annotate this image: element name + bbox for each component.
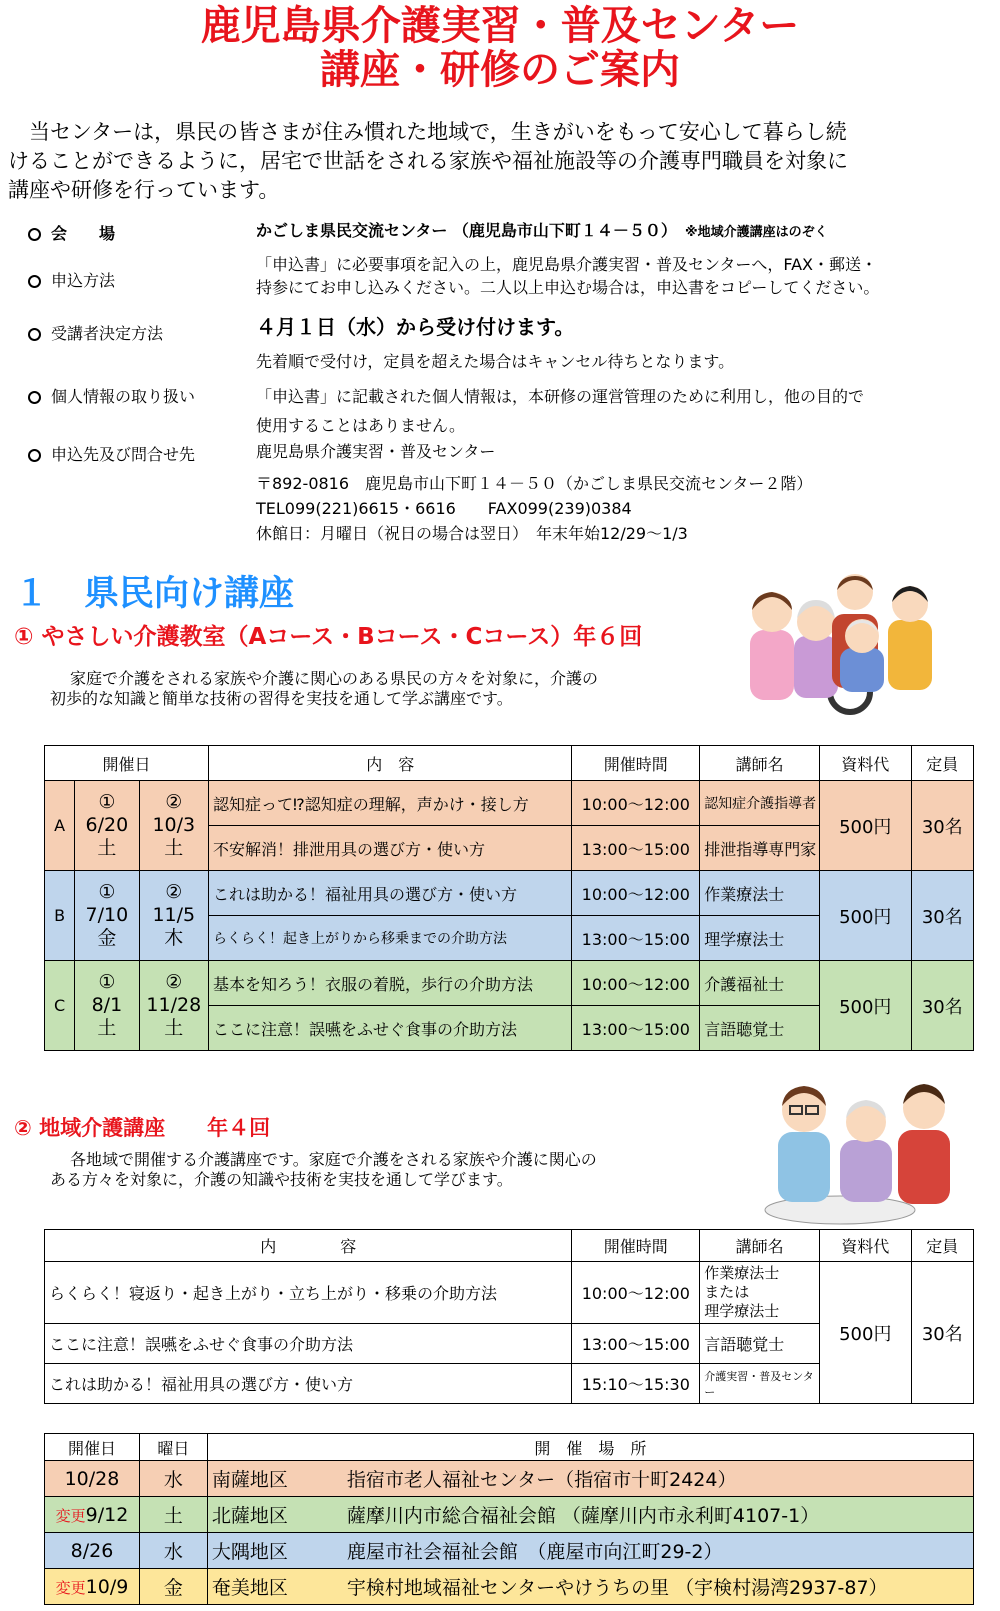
table-row [45,1262,974,1324]
apply-value: 「申込書」に必要事項を記入の上，鹿児島県介護実習・普及センターへ，FAX・郵送・ 持参にてお申し込みください。二人以上申込む場合は，申込書をコピーしてください。 [256,255,880,297]
course-time: 13:00～15:00 [572,826,700,871]
contact-name: 鹿児島県介護実習・普及センター [256,442,496,461]
course-date-1: ① 7/10 金 [75,871,139,961]
contact-address: 〒892-0816 鹿児島市山下町１４－５０（かごしま県民交流センター２階） [256,474,813,493]
venue-note: ※地域介護講座はのぞく [684,225,828,240]
course-code: C [45,961,75,1051]
course-capacity: 30名 [911,781,973,871]
course-code: B [45,871,75,961]
intro-text [8,118,993,205]
course-time: 10:00～12:00 [572,961,700,1006]
course-fee: 500円 [819,1262,911,1404]
header-day: 曜日 [139,1434,207,1461]
course-content: これは助かる！福祉用具の選び方・使い方 [209,871,572,916]
table-row [45,1533,974,1569]
header-capacity: 定員 [911,746,973,781]
table-row [45,1569,974,1605]
course-content: 不安解消！排泄用具の選び方・使い方 [209,826,572,871]
decide-main: ４月１日（水）から受け付けます。 [256,315,575,339]
event-day: 水 [139,1461,207,1497]
event-place: 大隅地区 鹿屋市社会福祉会館 （鹿屋市向江町29-2） [207,1533,973,1569]
caregiving-family-illustration [720,570,960,715]
course-c-row1 [45,961,974,1006]
course-date-1: ① 8/1 土 [75,961,139,1051]
header-date: 開催日 [45,1434,140,1461]
header-time: 開催時間 [572,1230,700,1262]
course-fee: 500円 [819,871,911,961]
privacy-value: 「申込書」に記載された個人情報は，本研修の運営管理のために利用し，他の目的で 使用することはありません。 [256,387,865,435]
course-capacity: 30名 [911,961,973,1051]
course-teacher: 認知症介護指導者 [700,781,820,826]
event-day: 土 [139,1497,207,1533]
event-place: 北薩地区 薩摩川内市総合福祉会館 （薩摩川内市永利町4107-1） [207,1497,973,1533]
intro-line-2: けることができるように，居宅で世話をされる家族や福祉施設等の介護専門職員を対象に [8,149,848,173]
course-time: 10:00～12:00 [572,1262,700,1324]
contact-label: 申込先及び問合せ先 [28,442,195,465]
course-content: らくらく！寝返り・起き上がり・立ち上がり・移乗の介助方法 [45,1262,572,1324]
course-teacher: 言語聴覚士 [700,1324,820,1364]
header-content: 内 容 [209,746,572,781]
course-content: ここに注意！誤嚥をふせぐ食事の介助方法 [209,1006,572,1051]
header-teacher: 講師名 [700,746,820,781]
course1-table [44,745,974,1051]
venue-schedule-table [44,1433,974,1605]
header-teacher: 講師名 [700,1230,820,1262]
decide-sub: 先着順で受付け，定員を超えた場合はキャンセル待ちとなります。 [256,352,735,371]
course2-table [44,1229,974,1404]
event-day: 水 [139,1533,207,1569]
header-content: 内 容 [45,1230,572,1262]
table-row [45,1461,974,1497]
course-content: 基本を知ろう！衣服の着脱，歩行の介助方法 [209,961,572,1006]
course-time: 10:00～12:00 [572,871,700,916]
course-time: 15:10～15:30 [572,1364,700,1404]
course1-title: ① やさしい介護教室（Aコース・Bコース・Cコース）年６回 [14,624,643,650]
caregivers-elderly-illustration [760,1072,970,1227]
table-row [45,1497,974,1533]
header-time: 開催時間 [572,746,700,781]
course2-description: 各地域で開催する介護講座です。家庭で介護をされる家族や介護に関心の ある方々を対象に，介護の知識や技術を実技を通して学びます。 [50,1150,597,1189]
privacy-label: 個人情報の取り扱い [28,384,195,407]
intro-line-3: 講座や研修を行っています。 [8,178,280,202]
venue-label: 会 場 [28,221,115,244]
page-subtitle: 講座・研修のご案内 [320,47,680,93]
event-date: 8/26 [45,1533,140,1569]
course-a-row1 [45,781,974,826]
course-time: 13:00～15:00 [572,1006,700,1051]
course-capacity: 30名 [911,871,973,961]
course-teacher: 作業療法士 [700,871,820,916]
apply-label: 申込方法 [28,268,115,291]
course-fee: 500円 [819,961,911,1051]
course-teacher: 排泄指導専門家 [700,826,820,871]
course-time: 13:00～15:00 [572,1324,700,1364]
course-date-2: ② 11/28 土 [139,961,208,1051]
header-place: 開 催 場 所 [207,1434,973,1461]
course-date-2: ② 10/3 土 [139,781,208,871]
course-content: 認知症って⁉認知症の理解，声かけ・接し方 [209,781,572,826]
event-place: 南薩地区 指宿市老人福祉センター（指宿市十町2424） [207,1461,973,1497]
event-day: 金 [139,1569,207,1605]
course-content: ここに注意！誤嚥をふせぐ食事の介助方法 [45,1324,572,1364]
header-capacity: 定員 [911,1230,973,1262]
event-date: 10/28 [45,1461,140,1497]
course-teacher: 介護実習・普及センター [700,1364,820,1404]
course-teacher: 言語聴覚士 [700,1006,820,1051]
course-date-1: ① 6/20 土 [75,781,139,871]
changed-badge: 変更 [55,1506,86,1525]
header-fee: 資料代 [819,1230,911,1262]
contact-tel-fax: TEL099(221)6615・6616 FAX099(239)0384 [256,499,632,518]
course-code: A [45,781,75,871]
course1-description: 家庭で介護をされる家族や介護に関心のある県民の方々を対象に，介護の 初歩的な知識と簡単な技術の習得を実技を通して学ぶ講座です。 [50,669,599,708]
changed-badge: 変更 [55,1578,86,1597]
contact-holiday: 休館日：月曜日（祝日の場合は翌日） 年末年始12/29～1/3 [256,524,688,543]
course-teacher: 理学療法士 [700,916,820,961]
section1-heading: １ 県民向け講座 [14,574,295,614]
event-place: 奄美地区 宇検村地域福祉センターやけうちの里 （宇検村湯湾2937-87） [207,1569,973,1605]
event-date: 変更9/12 [45,1497,140,1533]
page-title: 鹿児島県介護実習・普及センター [200,3,800,49]
course-b-row1 [45,871,974,916]
course2-title: ② 地域介護講座 年４回 [14,1116,271,1140]
course-date-2: ② 11/5 木 [139,871,208,961]
course-time: 10:00～12:00 [572,781,700,826]
course-time: 13:00～15:00 [572,916,700,961]
header-fee: 資料代 [819,746,911,781]
intro-line-1: 当センターは，県民の皆さまが住み慣れた地域で，生きがいをもって安心して暮らし続 [29,120,847,144]
course-capacity: 30名 [911,1262,973,1404]
course-content: これは助かる！福祉用具の選び方・使い方 [45,1364,572,1404]
header-date: 開催日 [45,746,209,781]
course-content: らくらく！起き上がりから移乗までの介助方法 [209,916,572,961]
event-date: 変更10/9 [45,1569,140,1605]
course-teacher: 作業療法士 または 理学療法士 [700,1262,820,1324]
decide-label: 受講者決定方法 [28,321,163,344]
course-fee: 500円 [819,781,911,871]
venue-value: かごしま県民交流センター （鹿児島市山下町１４－５０） ※地域介護講座はのぞく [256,221,828,240]
course-teacher: 介護福祉士 [700,961,820,1006]
